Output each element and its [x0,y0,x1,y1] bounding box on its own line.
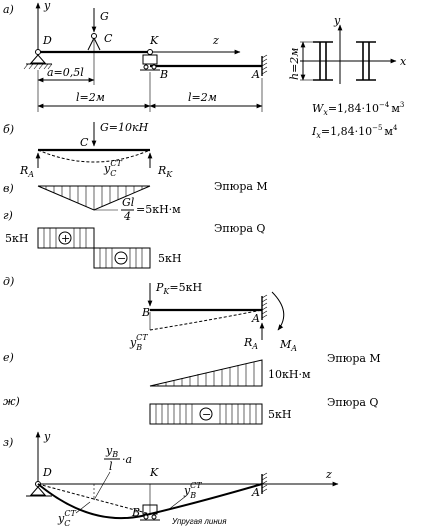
ra-label: RA [20,164,35,179]
point-c: C [104,32,113,45]
part-a [3,0,267,112]
ra-label-d: RA [244,336,259,351]
point-k-z: K [150,466,159,479]
rk-label: RK [158,164,173,179]
q2-title: Эпюра Q [327,396,379,409]
dim-h-text: h=2м [288,47,301,80]
section-y-label: y [334,14,341,27]
part-z [3,430,338,528]
elastic-line-label: Упругая линия [172,517,227,526]
point-d-z: D [43,466,52,479]
roller-k [143,55,157,64]
dim-a-text: a=0,5l [47,66,84,79]
m-value: =5кН·м [136,203,181,216]
frac-top: yB [106,444,119,459]
m2-title: Эпюра M [327,352,381,365]
roller-wheel-1 [144,65,148,69]
yb-label: $y_BСТ$ [130,333,148,352]
minus-sign: − [117,252,127,265]
yc-label: $y_CСТ$ [104,159,122,178]
point-b: B [160,68,169,81]
label-zh: ж) [3,395,20,408]
point-c-b: C [80,136,89,149]
ix-formula: $Ix=1,84\cdot 10^{-5}$ $_м^4$ [312,124,398,140]
part-v [3,180,268,223]
label-g: г) [3,209,13,222]
dim-l1-text: l=2м [76,91,105,104]
frac-bot: l [109,460,113,473]
q-left-value: 5кН [5,232,29,245]
m-title: Эпюра M [214,180,268,193]
y-axis-z-label: y [44,430,51,443]
z-axis-z-label: z [326,468,332,481]
m2-value: 10кН·м [268,368,311,381]
dim-l2-text: l=2м [188,91,217,104]
hinge-c [92,34,97,39]
load-g-label: G [100,10,109,23]
part-d [3,275,297,353]
frac-mult: ·a [122,453,133,466]
point-a: A [252,68,260,81]
frac-leader [94,472,110,500]
wall-hatch-a [262,55,267,74]
label-z: з) [3,436,14,449]
label-b: б) [3,123,15,136]
section-x-label: x [400,55,407,68]
cross-section [288,14,407,140]
ma-label: MA [280,338,298,353]
m-frac-bot: 4 [124,210,131,223]
yb-label-z: $y_BСТ$ [184,481,202,500]
point-b-d: B [142,306,151,319]
moment-ma-arrow [272,292,284,330]
part-zh [3,395,378,424]
q-title: Эпюра Q [214,222,266,235]
part-b [3,121,173,179]
plus-sign: + [61,232,71,245]
wall-hatch-d [262,295,267,318]
load-g2-label: G=10кН [100,121,149,134]
q-right-value: 5кН [158,252,182,265]
label-v: в) [3,182,14,195]
label-a: а) [3,3,14,16]
hinge-k [148,50,153,55]
deflection-curve-b [38,150,150,162]
roller-wheel-2 [152,65,156,69]
point-d: D [43,34,52,47]
z-axis-label: z [213,34,219,47]
m-frac-top: Gl [122,196,135,209]
pin-support-d [31,55,45,63]
label-e: е) [3,351,14,364]
load-pk-label: PK=5кН [156,281,203,296]
point-a-d: A [252,312,260,325]
part-e [3,351,381,386]
deflection-curve-d [150,310,262,330]
part-g [3,209,265,268]
minus2-sign: − [202,408,212,421]
point-b-z: B [132,506,141,519]
yc-label-z: $y_CСТ$ [58,509,76,528]
wx-formula: $Wx=1,84\cdot 10^{-4}$ $_м^3$ [312,101,405,117]
point-a-z: A [252,486,260,499]
q2-value: 5кН [268,408,292,421]
y-axis-label: y [44,0,51,12]
hinge-d [36,50,41,55]
point-k: K [150,34,159,47]
label-d: д) [3,275,15,288]
